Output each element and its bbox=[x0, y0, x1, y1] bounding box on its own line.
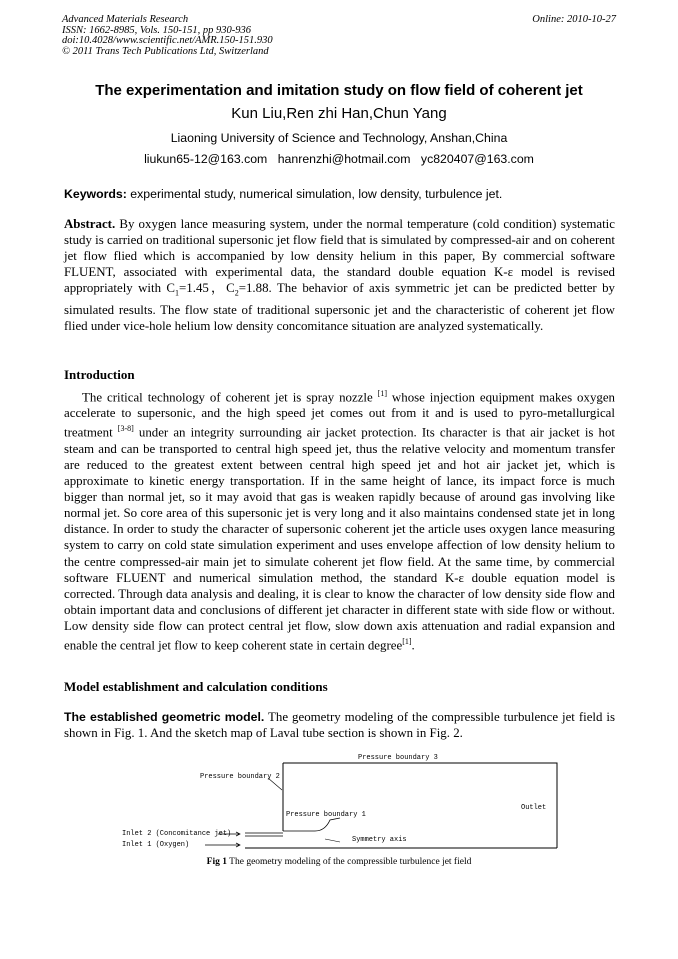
introduction-body: The critical technology of coherent jet is spray nozzle [1] whose injection equipment makes oxygen accelerate to supersonic, and the high speed jet comes out from it and is used to pyro-metallurgical treatment [3-8] under an integrity surrounding air jacket protection. Its character is that air jacket is hot steam and can be transported to central high speed jet, thus the relative velocity and momentum transfer are reduced to the greatest extent between central high speed jet and hot air jacket jet, which is approximate to kinetic energy transportation. If in the same height of lance, its impact force is much bigger than normal jet, so it may avoid that gas is weaken rapidly because of around gas involving like normal jet. So core area of this supersonic jet is very long and it also maintains condensed state jet in long distance. In order to study the character of supersonic coherent jet the article uses oxygen lance measuring system to carry on cold state simulation experiment and uses envelope affection of low density helium to the centre compressed-air main jet to simulate coherent jet flow field. At the same time, by commercial software FLUENT and numerical simulation method, the standard K-ε double equation model is corrected. Through data analysis and dealing, it is clear to know the character of low density side flow and obtain important data and conclusions of different jet character in different state with side flow or without. Low density side flow can protect central jet flow, slow down axis attenuation and radial expansion and enable the central jet flow to keep coherent state in certain degree[1]. bbox=[64, 389, 616, 653]
label-inlet-2: Inlet 2 (Concomitance jet) bbox=[122, 830, 232, 838]
paper-title: The experimentation and imitation study on flow field of coherent jet bbox=[95, 82, 583, 99]
axis-leader bbox=[325, 839, 340, 842]
label-pressure-boundary-1: Pressure boundary 1 bbox=[286, 811, 366, 819]
figure-caption bbox=[62, 857, 616, 867]
inlet-1-arrow bbox=[205, 843, 240, 847]
abstract: Abstract. By oxygen lance measuring system, under the normal temperature (cold condition) systematic study is carried on traditional supersonic jet flow field that is simulated by compressed-air and on coherent jet flow flied which is accompanied by low density helium in this paper, By commercial software FLUENT, associated with experimental data, the standard double equation K-ε model is revised appropriately with $C_1=1.45$，$C_2=1.88$. The behavior of axis symmetric jet can be predicted better by simulated results. The flow state of traditional supersonic jet and the characteristic of coherent jet flow flied under vice-hole helium low density concomitance situation are analyzed systematically. bbox=[64, 217, 615, 334]
keywords-text: experimental study, numerical simulation, low density, turbulence jet. bbox=[126, 187, 503, 201]
figure-caption-text: The geometry modeling of the compressible turbulence jet field bbox=[226, 857, 472, 867]
journal-issn: ISSN: 1662-8985, Vols. 150-151, pp 930-936 bbox=[62, 24, 251, 36]
keywords-label: Keywords: bbox=[64, 187, 127, 201]
journal-name: Advanced Materials Research bbox=[62, 14, 189, 25]
pressure-boundary-3-line bbox=[283, 763, 557, 848]
affiliation: Liaoning University of Science and Technology, Anshan,China bbox=[170, 131, 508, 145]
author-emails: liukun65-12@163.com hanrenzhi@hotmail.com yc820407@163.com bbox=[144, 152, 534, 166]
label-pressure-boundary-3: Pressure boundary 3 bbox=[358, 754, 438, 762]
figure-caption-label: Fig 1 bbox=[206, 857, 227, 867]
journal-header bbox=[62, 15, 616, 57]
figure-geometry-model bbox=[100, 750, 580, 860]
model-section-heading: Model establishment and calculation conditions bbox=[64, 679, 328, 694]
nozzle-wall bbox=[283, 818, 340, 831]
journal-doi: doi:10.4028/www.scientific.net/AMR.150-151.930 bbox=[62, 35, 273, 46]
journal-copyright: © 2011 Trans Tech Publications Ltd, Switzerland bbox=[62, 45, 269, 57]
online-date: Online: 2010-10-27 bbox=[532, 14, 616, 25]
model-section-body: The established geometric model. The geometry modeling of the compressible turbulence jet field is shown in Fig. 1. And the sketch map of Laval tube section is shown in Fig. 2. bbox=[64, 710, 615, 741]
paper-authors: Kun Liu,Ren zhi Han,Chun Yang bbox=[231, 105, 447, 122]
abstract-label: Abstract. bbox=[64, 217, 116, 231]
introduction-heading: Introduction bbox=[64, 367, 135, 382]
label-inlet-1: Inlet 1 (Oxygen) bbox=[122, 841, 190, 849]
model-sub-label: The established geometric model. bbox=[64, 710, 265, 724]
label-symmetry-axis: Symmetry axis bbox=[352, 836, 407, 844]
label-outlet: Outlet bbox=[521, 804, 547, 812]
label-pressure-boundary-2: Pressure boundary 2 bbox=[200, 773, 280, 781]
inlet-channel bbox=[245, 833, 283, 836]
keywords bbox=[64, 187, 616, 201]
